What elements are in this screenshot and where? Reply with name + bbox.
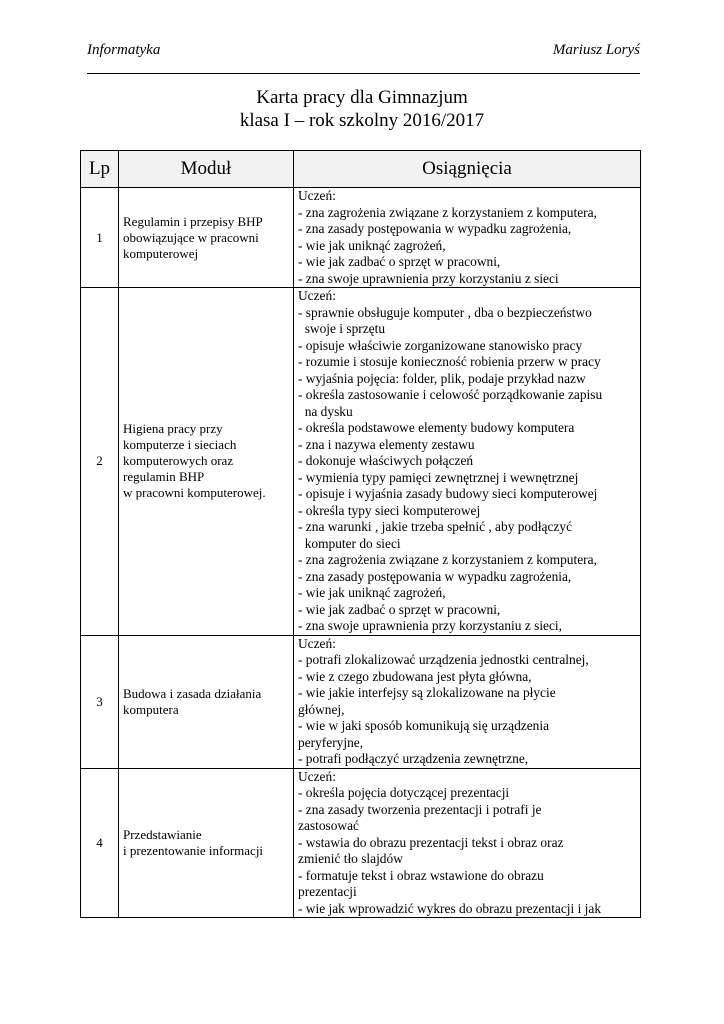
module-line: komputerze i sieciach [123,437,237,453]
achievement-line: - wie jak zadbać o sprzęt w pracowni, [298,601,501,617]
achievement-line: głównej, [298,701,345,717]
row-number: 3 [81,635,119,768]
achievement-line: - wie jak wprowadzić wykres do obrazu prezentacji i jak [298,900,602,916]
module-line: Higiena pracy przy [123,421,223,437]
achievement-line: - opisuje i wyjaśnia zasady budowy sieci komputerowej [298,486,598,501]
achievements-cell [294,288,641,636]
achievement-line: - potrafi zlokalizować urządzenia jednostki centralnej, [298,652,589,667]
module-line: komputera [123,701,179,717]
module-name [119,188,294,288]
achievement-line: Uczeń: [298,768,336,784]
module-line: komputerowej [123,245,199,261]
module-line: Regulamin i przepisy BHP [123,213,263,229]
document-title [0,86,724,132]
row-number: 4 [81,768,119,918]
achievement-line: peryferyjne, [298,734,364,750]
header-achievements: Osiągnięcia [294,151,641,188]
table-row [81,635,641,768]
achievement-line: - zna zagrożenia związane z korzystaniem z komputera, [298,552,597,567]
achievement-line: na dysku [298,403,353,419]
achievement-line: - opisuje właściwie zorganizowane stanowisko pracy [298,337,583,353]
module-line: regulamin BHP [123,469,205,485]
curriculum-table [80,150,641,918]
achievement-line: - określa pojęcia dotyczącej prezentacji [298,785,510,800]
row-number: 2 [81,288,119,636]
header-module: Moduł [119,151,294,188]
achievement-line: - zna warunki , jakie trzeba spełnić , aby podłączyć [298,519,573,534]
header-rule [87,73,640,74]
achievement-line: - zna swoje uprawnienia przy korzystaniu z sieci [298,270,559,286]
achievement-line: Uczeń: [298,635,336,651]
achievement-line: zastosować [298,818,359,833]
achievement-line: komputer do sieci [298,535,401,551]
achievement-line: - potrafi podłączyć urządzenia zewnętrzne, [298,751,529,766]
achievement-line: - określa typy sieci komputerowej [298,502,481,518]
module-line: Budowa i zasada działania [123,685,262,701]
module-line: Przedstawianie [123,826,202,842]
achievement-line: Uczeń: [298,288,336,303]
module-line: i prezentowanie informacji [123,842,264,858]
achievement-line: - zna zasady postępowania w wypadku zagrożenia, [298,221,572,236]
achievement-line: - zna zasady tworzenia prezentacji i potrafi je [298,801,542,817]
achievement-line: Uczeń: [298,188,336,203]
header-lp: Lp [81,151,119,188]
achievement-line: - sprawnie obsługuje komputer , dba o bezpieczeństwo [298,304,592,320]
module-name [119,635,294,768]
achievement-line: - wie jak uniknąć zagrożeń, [298,237,446,253]
row-number: 1 [81,188,119,288]
module-line: w pracowni komputerowej. [123,485,266,501]
table-row [81,768,641,918]
module-line: obowiązujące w pracowni [123,229,259,245]
module-line: komputerowych oraz [123,453,234,469]
achievement-line: - dokonuje właściwych połączeń [298,453,474,468]
achievement-line: - wie z czego zbudowana jest płyta główna, [298,668,532,684]
achievement-line: - zna swoje uprawnienia przy korzystaniu z sieci, [298,618,562,633]
achievement-line: - wyjaśnia pojęcia: folder, plik, podaje przykład nazw [298,370,586,386]
title-line-1: Karta pracy dla Gimnazjum [256,87,468,108]
achievement-line: - wymienia typy pamięci zewnętrznej i wewnętrznej [298,469,579,485]
module-name [119,288,294,636]
page-header [87,42,640,64]
achievements-cell [294,188,641,288]
module-name [119,768,294,918]
achievement-line: prezentacji [298,884,357,899]
achievement-line: swoje i sprzętu [298,321,386,336]
table-row [81,188,641,288]
table-row [81,288,641,636]
header-subject: Informatyka [87,42,161,58]
achievement-line: - rozumie i stosuje konieczność robienia przerw w pracy [298,354,601,369]
header-author: Mariusz Loryś [552,42,640,58]
achievements-cell [294,635,641,768]
achievement-line: - wie jakie interfejsy są zlokalizowane na płycie [298,685,556,700]
achievement-line: - formatuje tekst i obraz wstawione do obrazu [298,867,544,883]
achievement-line: - wie jak zadbać o sprzęt w pracowni, [298,254,501,269]
achievement-line: - określa podstawowe elementy budowy komputera [298,420,575,435]
achievement-line: - określa zastosowanie i celowość porządkowanie zapisu [298,387,603,402]
table-header-row [81,151,641,188]
achievement-line: - wie jak uniknąć zagrożeń, [298,585,446,600]
achievement-line: - wie w jaki sposób komunikują się urządzenia [298,718,550,733]
achievement-line: - zna zasady postępowania w wypadku zagrożenia, [298,568,572,584]
achievement-line: - wstawia do obrazu prezentacji tekst i obraz oraz [298,834,564,850]
achievement-line: zmienić tło slajdów [298,851,403,866]
title-line-2: klasa I – rok szkolny 2016/2017 [239,110,485,131]
achievement-line: - zna i nazywa elementy zestawu [298,436,475,452]
achievement-line: - zna zagrożenia związane z korzystaniem z komputera, [298,204,597,220]
achievements-cell [294,768,641,918]
